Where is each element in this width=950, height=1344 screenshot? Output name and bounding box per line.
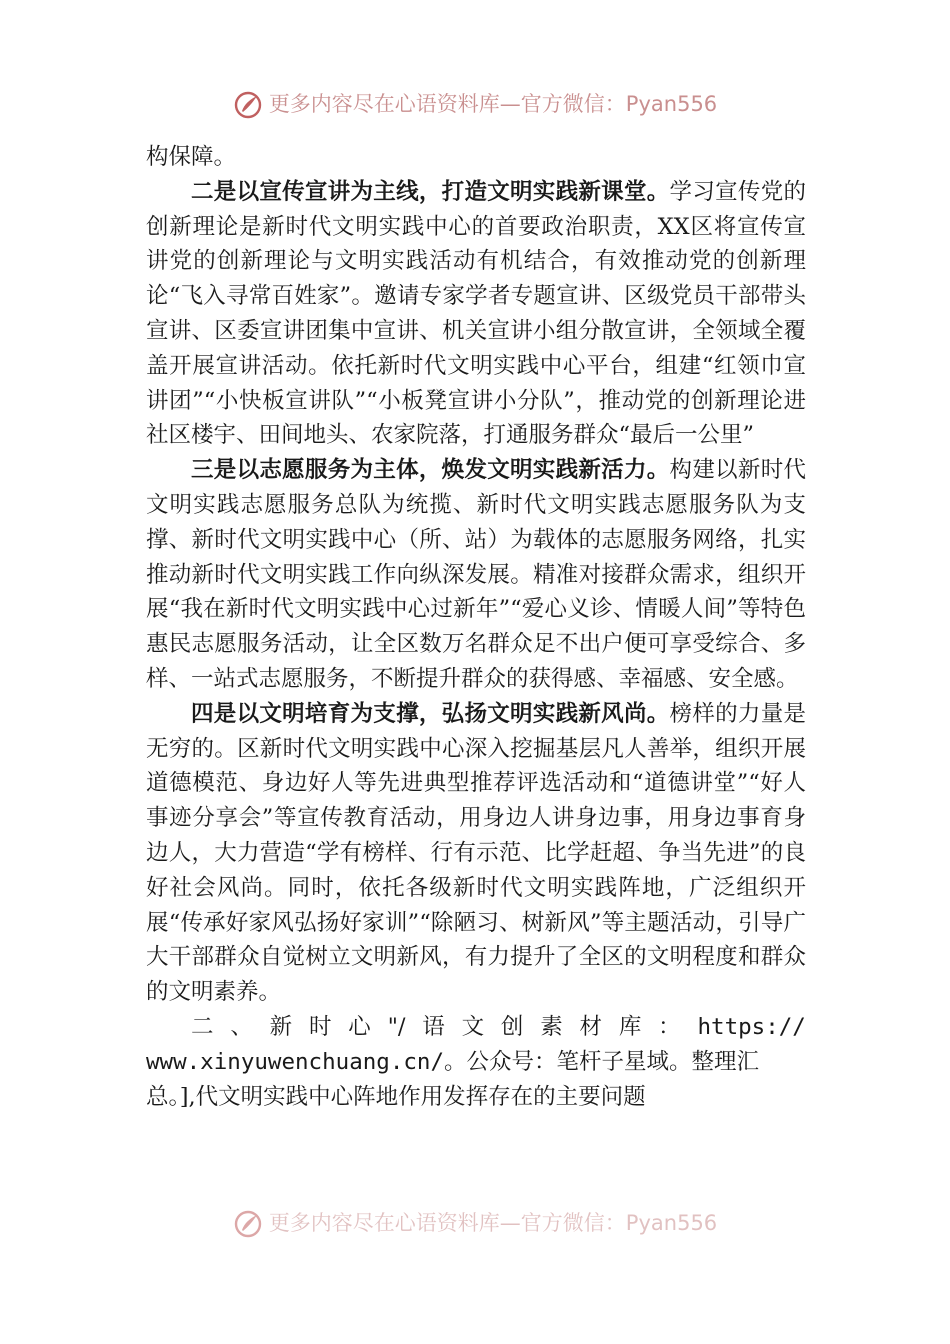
paragraph-2 <box>146 175 806 453</box>
watermark-text: 更多内容尽在心语资料库—官方微信：Pyan556 <box>268 92 718 116</box>
heading-char: 、 <box>230 1013 253 1040</box>
brush-logo-icon <box>233 1209 263 1239</box>
heading-char: ： <box>658 1013 681 1040</box>
paragraph-3-lead: 三是以志愿服务为主体，焕发文明实践新活力。 <box>191 457 670 484</box>
paragraph-3-text: 构建以新时代文明实践志愿服务总队为统揽、新时代文明实践志愿服务队为支撑、新时代文明实践中心（所、站）为载体的志愿服务网络，扎实推动新时代文明实践工作向纵深发展。精准对接群众需求，组织开展“我在新时代文明实践中心过新年”“爱心义诊、情暖人间”等特色惠民志愿服务活动，让全区数万名群众足不出户便可享受综合、多样、一站式志愿服务，不断提升群众的获得感、幸福感、安全感。 <box>146 457 806 692</box>
section-heading-line-3: 总。],代文明实践中心阵地作用发挥存在的主要问题 <box>146 1083 646 1110</box>
heading-char: 库 <box>618 1013 642 1040</box>
heading-char: 心 <box>348 1013 371 1040</box>
heading-char: 新 <box>269 1013 293 1040</box>
watermark-bottom <box>0 1207 950 1239</box>
paragraph-4-text: 榜样的力量是无穷的。区新时代文明实践中心深入挖掘基层凡人善举，组织开展道德模范、身边好人等先进典型推荐评选活动和“道德讲堂”“好人事迹分享会”等宣传教育活动，用身边人讲身边事，用身边事育身边人，大力营造“学有榜样、行有示范、比学赶超、争当先进”的良好社会风尚。同时，依托各级新时代文明实践阵地，广泛组织开展“传承好家风弘扬好家训”“除陋习、树新风”等主题活动，引导广大干部群众自觉树立文明新风，有力提升了全区的文明程度和群众的文明素养。 <box>146 700 806 1006</box>
section-heading-line-1 <box>146 1010 806 1045</box>
paragraph-2-text: 学习宣传党的创新理论是新时代文明实践中心的首要政治职责，XX区将宣传宣讲党的创新理论与文明实践活动有机结合，有效推动党的创新理论“飞入寻常百姓家”。邀请专家学者专题宣讲、区级党员干部带头宣讲、区委宣讲团集中宣讲、机关宣讲小组分散宣讲，全领域全覆盖开展宣讲活动。依托新时代文明实践中心平台，组建“红领巾宣讲团”“小快板宣讲队”“小板凳宣讲小分队”，推动党的创新理论进社区楼宇、田间地头、农家院落，打通服务群众“最后一公里” <box>146 178 806 449</box>
heading-char: 二 <box>191 1013 214 1040</box>
watermark-top <box>0 88 950 120</box>
paragraph-4-lead: 四是以文明培育为支撑，弘扬文明实践新风尚。 <box>191 700 670 727</box>
brush-logo-icon <box>233 90 263 120</box>
heading-char: 创 <box>500 1013 524 1040</box>
heading-char: 时 <box>308 1013 332 1040</box>
heading-char: 文 <box>461 1013 485 1040</box>
document-body <box>146 140 806 1114</box>
heading-char: "/ <box>387 1013 406 1040</box>
paragraph-continuation: 构保障。 <box>146 144 237 170</box>
paragraph-2-lead: 二是以宣传宣讲为主线，打造文明实践新课堂。 <box>191 178 670 205</box>
heading-char: 材 <box>579 1013 603 1040</box>
paragraph-4 <box>146 697 806 1010</box>
heading-url-line: www.xinyuwenchuang.cn/。公众号：笔杆子星域。整理汇 <box>146 1048 760 1075</box>
section-heading-line-2 <box>146 1045 806 1080</box>
heading-char: 语 <box>422 1013 445 1040</box>
paragraph-3 <box>146 453 806 697</box>
watermark-text: 更多内容尽在心语资料库—官方微信：Pyan556 <box>268 1211 718 1235</box>
heading-char: 素 <box>540 1013 563 1040</box>
heading-url-part: https:// <box>697 1013 806 1040</box>
